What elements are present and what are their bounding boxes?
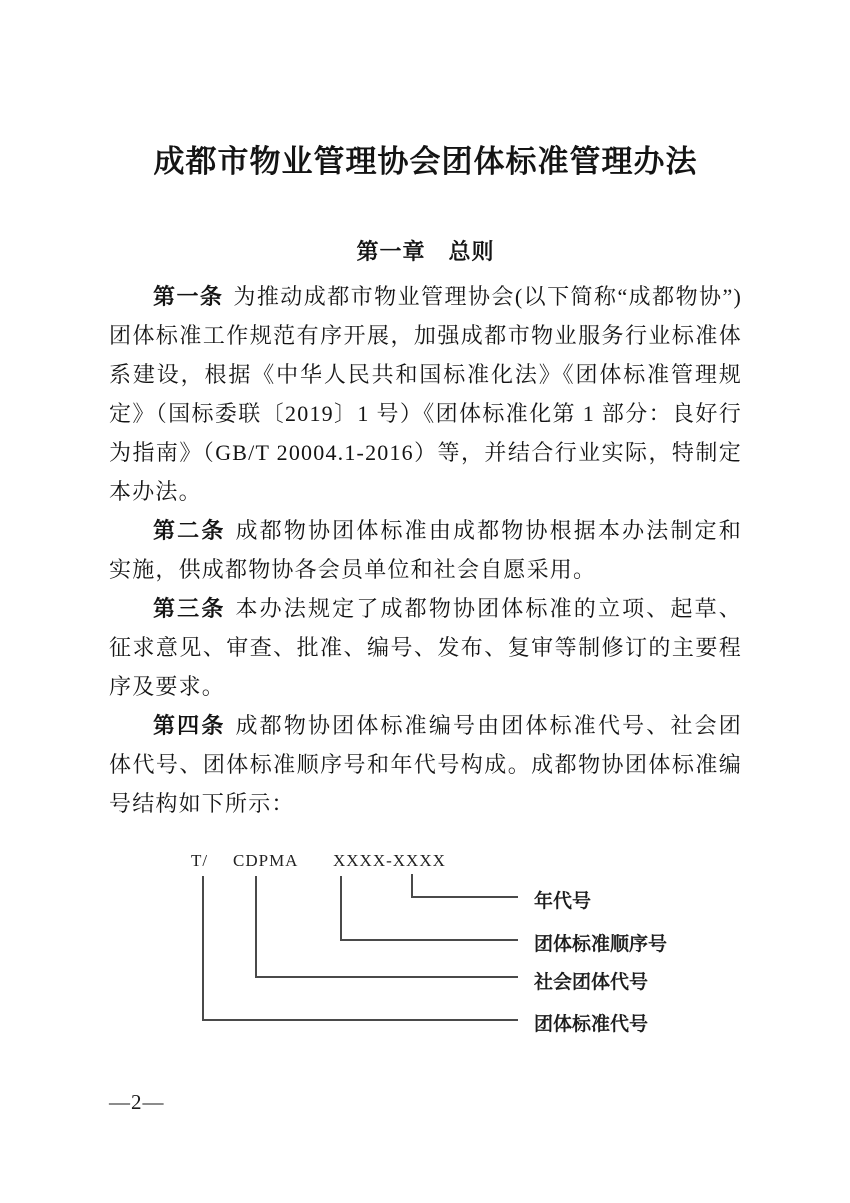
chapter-heading: 第一章 总则 bbox=[356, 239, 495, 264]
connector-vertical-year-code bbox=[411, 874, 413, 898]
connector-horizontal-sequence-number bbox=[340, 939, 518, 941]
connector-vertical-association-code bbox=[255, 876, 257, 978]
connector-horizontal-year-code bbox=[411, 896, 518, 898]
article-2-text: 成都物协团体标准由成都物协根据本办法制定和实施，供成都物协各会员单位和社会自愿采用。 bbox=[109, 518, 742, 582]
article-4-number: 第四条 bbox=[153, 713, 226, 738]
article-1-number: 第一条 bbox=[153, 284, 224, 309]
article-4-text: 成都物协团体标准编号由团体标准代号、社会团体代号、团体标准顺序号和年代号构成。成都物协团体标准编号结构如下所示： bbox=[109, 713, 742, 816]
label-year-code: 年代号 bbox=[534, 891, 592, 912]
article-1-text: 为推动成都市物业管理协会(以下简称“成都物协”)团体标准工作规范有序开展，加强成都市物业服务行业标准体系建设，根据《中华人民共和国标准化法》《团体标准管理规定》（国标委联〔2019〕1 号）《团体标准化第 1 部分：良好行为指南》（GB/T 20004.1-2016）等，并结合行业实际，特制定本办法。 bbox=[109, 284, 742, 504]
page-number: —2— bbox=[109, 1090, 165, 1114]
association-code-text: CDPMA bbox=[233, 851, 299, 870]
serial-year-placeholder: XXXX-XXXX bbox=[333, 851, 446, 870]
connector-vertical-sequence-number bbox=[340, 876, 342, 941]
article-3-number: 第三条 bbox=[153, 596, 226, 621]
connector-vertical-standard-code bbox=[202, 876, 204, 1021]
connector-horizontal-association-code bbox=[255, 976, 518, 978]
label-association-code: 社会团体代号 bbox=[534, 972, 649, 993]
label-standard-code: 团体标准代号 bbox=[534, 1014, 649, 1035]
label-sequence-number: 团体标准顺序号 bbox=[534, 934, 668, 955]
standard-code-prefix: T/ bbox=[191, 851, 209, 870]
document-title: 成都市物业管理协会团体标准管理办法 bbox=[153, 144, 698, 179]
connector-horizontal-standard-code bbox=[202, 1019, 518, 1021]
article-3-text: 本办法规定了成都物协团体标准的立项、起草、征求意见、审查、批准、编号、发布、复审等制修订的主要程序及要求。 bbox=[109, 596, 742, 699]
article-2-number: 第二条 bbox=[153, 518, 226, 543]
